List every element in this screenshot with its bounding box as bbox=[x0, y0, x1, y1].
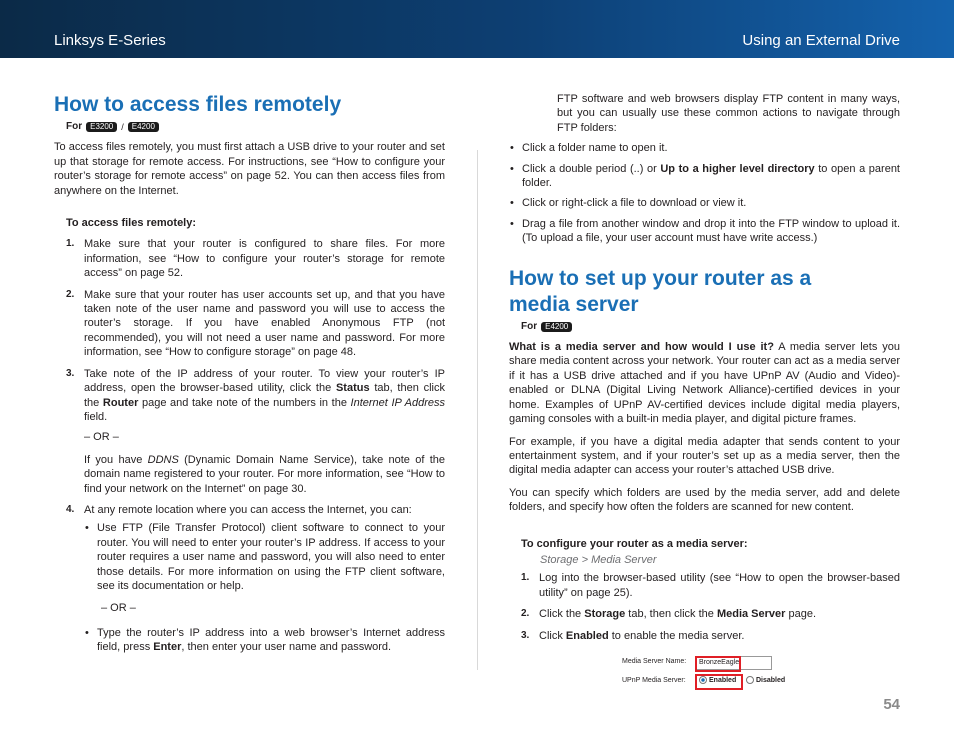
question-answer: A media server lets you share media content across your network. Your router can act as a media server if it has a USB drive attached and if you have UPnP AV (Audio and Video)-enabled or DLNA (Digital Living Network Alliance)-certified devices in your home. Examples of UPnP AV-certified devices include digital media players, gaming consoles with a built-in media player, and digital picture frames. bbox=[509, 341, 900, 426]
step-3 bbox=[66, 367, 445, 496]
step-number: 3. bbox=[521, 629, 530, 641]
bullet-text-part: Type the router’s IP address into a web browser’s Internet address field, press bbox=[97, 626, 445, 654]
media-server-name-label: Media Server Name: bbox=[622, 658, 687, 665]
bullet-text-part: , then enter your user name and password. bbox=[181, 641, 392, 654]
option-browser bbox=[97, 626, 445, 655]
step-text-part: Take note of the IP address of your router. To view your router’s IP address, open the browser-based utility, click the bbox=[84, 367, 445, 395]
model-separator: / bbox=[121, 122, 124, 132]
ftp-actions-list bbox=[509, 141, 900, 245]
intro-paragraph: To access files remotely, you must first attach a USB drive to your router and set up that storage for remote access. For instructions, see “How to configure your router’s storage for remote access” on page 52. You can then access files from anywhere on the Internet. bbox=[54, 141, 445, 197]
option-ftp bbox=[97, 521, 445, 615]
step-number: 2. bbox=[66, 288, 75, 300]
column-divider bbox=[477, 150, 478, 670]
step-text-part: field. bbox=[84, 410, 108, 423]
model-badge-e3200: E3200 bbox=[86, 122, 117, 132]
enabled-ref: Enabled bbox=[565, 629, 609, 642]
step-text-part: page. bbox=[785, 608, 817, 621]
question-bold: What is a media server and how would I use it? bbox=[509, 341, 774, 354]
step-number: 3. bbox=[66, 367, 75, 379]
step-text-part: to enable the media server. bbox=[608, 629, 745, 642]
step-1 bbox=[521, 571, 900, 600]
page-header bbox=[0, 0, 954, 58]
header-product-title: Linksys E-Series bbox=[54, 32, 166, 49]
right-column bbox=[509, 92, 900, 650]
model-badge-e4200: E4200 bbox=[541, 322, 572, 332]
step-text: Make sure that your router has user accounts set up, and that you have taken note of the user name and password you will use to access the router’s storage. If you have enabled Anonymous FTP (not recommended), you will not need a user name and password. For more information, see “How to configure storage” on page 48. bbox=[84, 288, 445, 359]
bullet-text-part: Click a double period (..) or bbox=[522, 162, 661, 175]
ftp-action-open-folder: • Click a folder name to open it. bbox=[522, 141, 900, 155]
bullet-text-part: to open a parent folder. bbox=[522, 162, 900, 190]
ftp-action-parent-folder bbox=[522, 162, 900, 191]
model-applicability bbox=[521, 320, 900, 334]
model-applicability bbox=[66, 120, 445, 134]
step-2 bbox=[521, 607, 900, 621]
step-4 bbox=[66, 503, 445, 655]
for-label: For bbox=[521, 320, 538, 332]
step-number: 4. bbox=[66, 503, 75, 515]
enabled-radio-label: Enabled bbox=[709, 677, 737, 684]
step-3-alternative bbox=[84, 453, 445, 496]
model-badge-e4200: E4200 bbox=[128, 122, 159, 132]
step-text-part: If you have bbox=[84, 453, 148, 466]
step-text: Log into the browser-based utility (see “How to open the browser-based utility” on page 25). bbox=[539, 572, 900, 599]
step-1 bbox=[66, 237, 445, 280]
disabled-option bbox=[746, 676, 785, 686]
disabled-radio bbox=[746, 676, 754, 684]
step-text-part: tab, then click the bbox=[84, 382, 445, 409]
step-text-part: Click the bbox=[539, 608, 585, 621]
internet-ip-field-ref: Internet IP Address bbox=[350, 396, 445, 409]
ftp-intro-paragraph: FTP software and web browsers display FTP content in many ways, but you can usually use these common actions to navigate through FTP folders: bbox=[557, 93, 900, 134]
step-text: At any remote location where you can access the Internet, you can: bbox=[84, 503, 412, 516]
disabled-radio-label: Disabled bbox=[756, 677, 786, 684]
media-server-name-highlight bbox=[695, 656, 741, 672]
or-separator: – OR – bbox=[101, 602, 136, 615]
storage-tab-ref: Storage bbox=[584, 608, 626, 621]
media-server-question bbox=[509, 340, 900, 426]
or-separator: – OR – bbox=[84, 431, 119, 444]
upnp-media-server-label: UPnP Media Server: bbox=[622, 677, 686, 684]
section-title-remote-access: How to access files remotely bbox=[54, 93, 342, 116]
navigation-path: Storage > Media Server bbox=[540, 553, 657, 566]
step-2 bbox=[66, 288, 445, 360]
media-server-page-ref: Media Server bbox=[716, 608, 786, 621]
step-number: 2. bbox=[521, 608, 530, 620]
enter-key-ref: Enter bbox=[153, 641, 182, 654]
step-text-part: page and take note of the numbers in the bbox=[138, 396, 351, 409]
procedure-title: To configure your router as a media server: bbox=[521, 537, 748, 550]
step-text-part: tab, then click the bbox=[625, 608, 717, 621]
remote-access-steps bbox=[54, 237, 445, 654]
folders-paragraph: You can specify which folders are used by the media server, add and delete folders, and specify how often the folders are scanned for new content. bbox=[509, 486, 900, 514]
ddns-ref: DDNS bbox=[147, 453, 179, 466]
router-page-ref: Router bbox=[102, 396, 139, 409]
ftp-action-download: • Click or right-click a file to download or view it. bbox=[522, 196, 900, 210]
step-text-part: (Dynamic Domain Name Service), take note of the domain name registered to your router. For more information, see “How to find your network on the Internet” on page 30. bbox=[84, 453, 445, 495]
media-server-name-value: BronzeEagle bbox=[699, 659, 740, 666]
step-text: Make sure that your router is configured to share files. For more information, see “How to configure your router’s storage for remote access” on page 52. bbox=[84, 238, 445, 280]
step-3 bbox=[521, 629, 900, 643]
left-column bbox=[54, 92, 445, 662]
step-number: 1. bbox=[66, 238, 75, 250]
for-label: For bbox=[66, 121, 83, 132]
status-tab-ref: Status bbox=[335, 382, 370, 395]
step-text-part: Click bbox=[539, 629, 566, 642]
header-section-title: Using an External Drive bbox=[742, 32, 900, 49]
bullet-text: Use FTP (File Transfer Protocol) client software to connect to your router. You will need to enter your router’s IP address. If access to your router requires a user name and password, you will also need to enter those details. For more information on using the FTP client software, see its documentation or help. bbox=[97, 522, 445, 592]
enabled-option-highlight bbox=[695, 674, 743, 690]
procedure-title: To access files remotely: bbox=[66, 217, 197, 230]
enabled-radio bbox=[699, 676, 707, 684]
ftp-action-upload: • Drag a file from another window and drop it into the FTP window to upload it. (To upload a file, your user account must have write access.) bbox=[522, 217, 900, 246]
step-number: 1. bbox=[521, 572, 530, 584]
media-server-steps bbox=[509, 571, 900, 643]
page-number: 54 bbox=[883, 696, 900, 713]
media-server-settings-screenshot bbox=[622, 656, 802, 690]
section-title-media-server: How to set up your router as a media server bbox=[509, 266, 812, 316]
up-level-ref: Up to a higher level directory bbox=[660, 162, 815, 175]
remote-options-list bbox=[84, 521, 445, 654]
example-paragraph: For example, if you have a digital media adapter that sends content to your entertainment system, and if your router’s set up as a media server, then the digital media adapter can access your router’s attached USB drive. bbox=[509, 435, 900, 477]
